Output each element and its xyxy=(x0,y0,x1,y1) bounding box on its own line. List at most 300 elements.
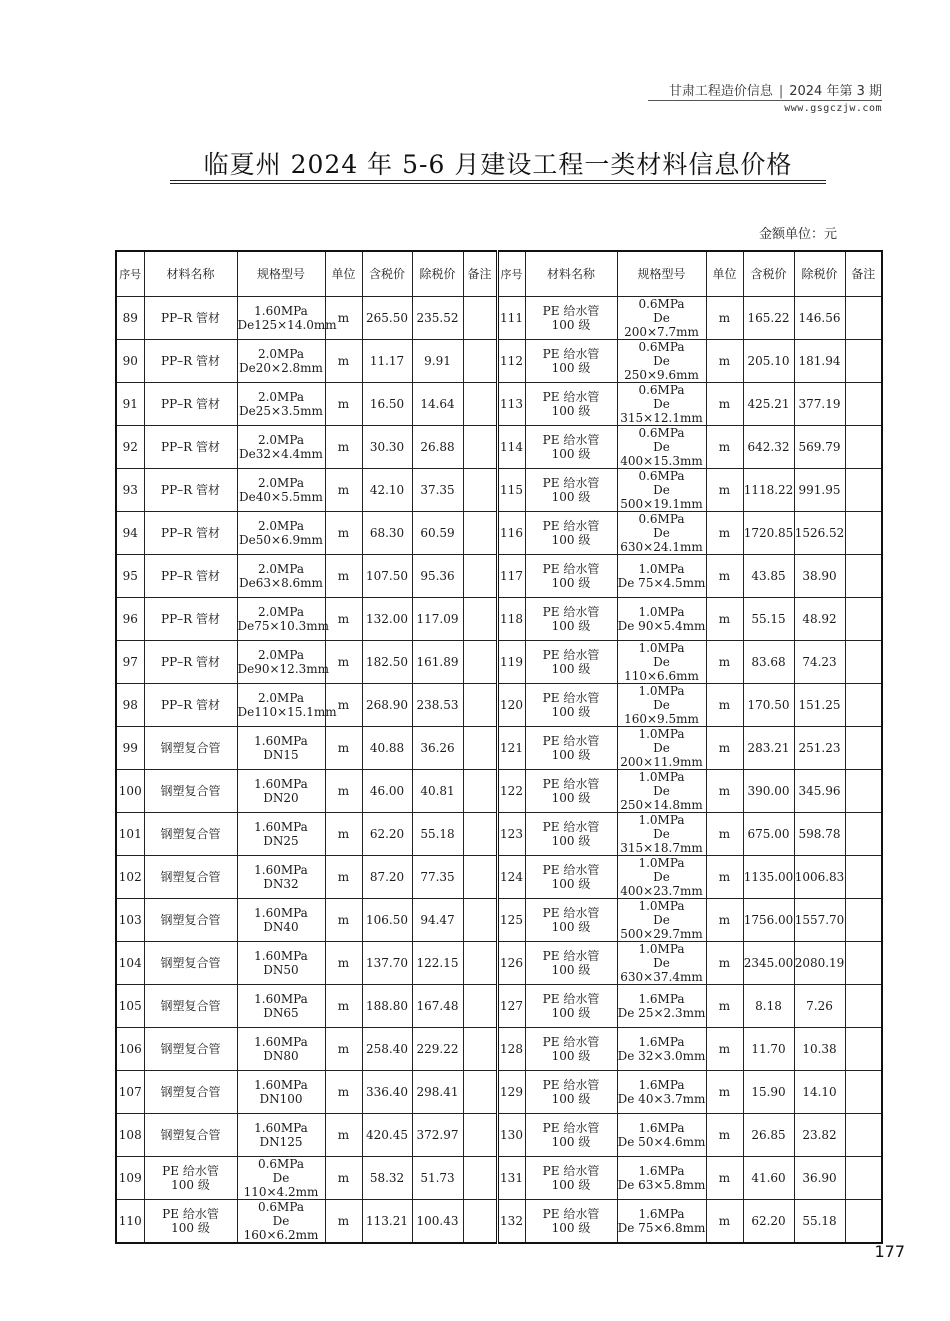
remark-cell-right xyxy=(845,727,882,770)
seq-number: 107 xyxy=(118,1085,142,1099)
unit-cell-left xyxy=(325,1157,362,1200)
spec-dimension: De 25×2.3mm xyxy=(617,1006,706,1020)
price-without-tax-cell-right xyxy=(794,727,845,770)
unit-cell-right xyxy=(706,684,743,727)
unit-cell-left xyxy=(325,899,362,942)
column-header-remark-right: 备注 xyxy=(845,251,882,297)
unit-value: m xyxy=(718,1214,731,1228)
seq-number: 124 xyxy=(500,870,523,884)
remark-cell-left xyxy=(463,598,497,641)
price-with-tax: 1135.00 xyxy=(743,870,794,884)
material-name-cell-left xyxy=(144,684,237,727)
material-name: PE 给水管 xyxy=(542,1121,600,1135)
spec-dimension: De32×4.4mm xyxy=(239,447,323,461)
material-grade: 100 级 xyxy=(551,877,591,891)
column-header-price-without-tax-left: 除税价 xyxy=(412,251,463,297)
material-name: 钢塑复合管 xyxy=(160,999,221,1013)
price-without-tax: 40.81 xyxy=(420,784,455,798)
remark-cell-left xyxy=(463,512,497,555)
remark-cell-right xyxy=(845,813,882,856)
table-row xyxy=(116,1200,882,1244)
remark-cell-left xyxy=(463,727,497,770)
material-name-cell-left xyxy=(144,942,237,985)
unit-value: m xyxy=(337,999,350,1013)
table-row xyxy=(116,512,882,555)
spec-dimension: De 250×14.8mm xyxy=(620,784,703,812)
spec-pressure: 0.6MPa xyxy=(638,383,685,397)
price-with-tax-cell-left xyxy=(362,340,412,383)
price-with-tax-cell-right xyxy=(743,770,794,813)
table-row xyxy=(116,1071,882,1114)
price-without-tax: 26.88 xyxy=(420,440,455,454)
material-name: PE 给水管 xyxy=(542,562,600,576)
unit-cell-right xyxy=(706,856,743,899)
spec-dimension: De20×2.8mm xyxy=(239,361,323,375)
unit-cell-left xyxy=(325,856,362,899)
material-name-cell-right xyxy=(525,555,617,598)
unit-value: m xyxy=(718,440,731,454)
remark-cell-left xyxy=(463,770,497,813)
price-without-tax: 95.36 xyxy=(420,569,455,583)
price-without-tax-cell-left xyxy=(412,899,463,942)
price-without-tax-cell-left xyxy=(412,426,463,469)
unit-value: m xyxy=(337,1128,350,1142)
seq-number: 106 xyxy=(118,1042,142,1056)
seq-cell-left xyxy=(116,727,144,770)
price-without-tax: 38.90 xyxy=(802,569,837,583)
material-name-cell-right xyxy=(525,1114,617,1157)
price-with-tax: 188.80 xyxy=(366,999,408,1013)
unit-cell-right xyxy=(706,469,743,512)
seq-cell-right xyxy=(497,1114,525,1157)
price-with-tax: 1118.22 xyxy=(743,483,794,497)
unit-cell-left xyxy=(325,770,362,813)
spec-dimension: De 200×11.9mm xyxy=(620,741,703,769)
price-without-tax-cell-right xyxy=(794,813,845,856)
spec-pressure: 1.6MPa xyxy=(638,1164,685,1178)
material-name: 钢塑复合管 xyxy=(160,870,221,884)
seq-cell-left xyxy=(116,684,144,727)
price-without-tax: 55.18 xyxy=(802,1214,837,1228)
material-name: PE 给水管 xyxy=(542,906,600,920)
spec-dimension: De 400×23.7mm xyxy=(620,870,703,898)
price-with-tax: 87.20 xyxy=(369,870,405,884)
unit-cell-right xyxy=(706,899,743,942)
seq-number: 102 xyxy=(118,870,142,884)
material-name-cell-left xyxy=(144,426,237,469)
price-without-tax-cell-right xyxy=(794,340,845,383)
price-without-tax-cell-left xyxy=(412,512,463,555)
table-row xyxy=(116,856,882,899)
seq-number: 111 xyxy=(500,311,523,325)
remark-cell-right xyxy=(845,942,882,985)
spec-cell-right xyxy=(617,1114,706,1157)
spec-cell-right xyxy=(617,770,706,813)
material-name: PE 给水管 xyxy=(542,1207,600,1221)
price-without-tax: 14.64 xyxy=(420,397,455,411)
price-without-tax: 77.35 xyxy=(420,870,455,884)
price-without-tax-cell-right xyxy=(794,899,845,942)
material-name: PE 给水管 xyxy=(542,390,600,404)
spec-pressure: 1.0MPa xyxy=(638,562,685,576)
price-with-tax-cell-left xyxy=(362,555,412,598)
spec-cell-right xyxy=(617,512,706,555)
unit-value: m xyxy=(718,999,731,1013)
unit-cell-right xyxy=(706,426,743,469)
material-name: PP–R 管材 xyxy=(161,354,220,368)
remark-cell-left xyxy=(463,1028,497,1071)
table-row xyxy=(116,684,882,727)
spec-cell-right xyxy=(617,684,706,727)
price-with-tax: 11.17 xyxy=(369,354,405,368)
spec-cell-left xyxy=(237,598,330,641)
spec-cell-right xyxy=(617,1071,706,1114)
spec-cell-left xyxy=(237,727,325,770)
price-with-tax: 258.40 xyxy=(366,1042,408,1056)
seq-number: 95 xyxy=(122,569,138,583)
material-name-cell-right xyxy=(525,426,617,469)
unit-value: m xyxy=(718,1171,731,1185)
price-without-tax: 100.43 xyxy=(416,1214,459,1228)
column-header-seq-left: 序号 xyxy=(116,251,144,297)
price-without-tax: 14.10 xyxy=(802,1085,837,1099)
seq-number: 121 xyxy=(500,741,523,755)
seq-number: 116 xyxy=(500,526,523,540)
price-with-tax-cell-right xyxy=(743,1200,794,1244)
unit-value: m xyxy=(718,354,731,368)
unit-value: m xyxy=(337,1214,350,1228)
remark-cell-left xyxy=(463,856,497,899)
material-name: PE 给水管 xyxy=(542,863,600,877)
price-with-tax-cell-right xyxy=(743,469,794,512)
spec-pressure: 2.0MPa xyxy=(257,691,305,705)
remark-cell-right xyxy=(845,555,882,598)
unit-value: m xyxy=(337,440,350,454)
spec-pressure: 2.0MPa xyxy=(257,347,305,361)
price-with-tax-cell-left xyxy=(362,598,412,641)
table-row xyxy=(116,1114,882,1157)
material-grade: 100 级 xyxy=(551,533,591,547)
unit-cell-left xyxy=(325,340,362,383)
price-with-tax: 106.50 xyxy=(366,913,408,927)
price-without-tax-cell-left xyxy=(412,942,463,985)
spec-pressure: 1.6MPa xyxy=(638,992,685,1006)
price-without-tax: 1006.83 xyxy=(794,870,845,884)
spec-dimension: De 110×4.2mm xyxy=(243,1171,319,1199)
price-with-tax-cell-left xyxy=(362,469,412,512)
price-with-tax-cell-left xyxy=(362,727,412,770)
spec-pressure: 1.6MPa xyxy=(638,1035,685,1049)
table-row xyxy=(116,1028,882,1071)
spec-pressure: 1.60MPa DN65 xyxy=(254,992,308,1020)
spec-cell-left xyxy=(237,856,325,899)
material-name-cell-left xyxy=(144,985,237,1028)
seq-number: 113 xyxy=(500,397,523,411)
price-with-tax-cell-right xyxy=(743,899,794,942)
price-without-tax-cell-right xyxy=(794,555,845,598)
unit-value: m xyxy=(337,483,350,497)
spec-cell-left xyxy=(237,899,325,942)
seq-number: 123 xyxy=(500,827,523,841)
price-without-tax: 7.26 xyxy=(806,999,833,1013)
remark-cell-left xyxy=(463,942,497,985)
material-name: PE 给水管 xyxy=(542,949,600,963)
seq-number: 89 xyxy=(122,311,138,325)
price-without-tax-cell-left xyxy=(412,598,463,641)
price-without-tax-cell-right xyxy=(794,1200,845,1244)
material-name-cell-right xyxy=(525,1157,617,1200)
material-name: PE 给水管 xyxy=(542,1035,600,1049)
price-with-tax: 40.88 xyxy=(369,741,405,755)
seq-cell-left xyxy=(116,383,144,426)
unit-cell-right xyxy=(706,1028,743,1071)
price-with-tax: 1756.00 xyxy=(743,913,794,927)
price-with-tax: 16.50 xyxy=(369,397,405,411)
price-without-tax: 167.48 xyxy=(416,999,459,1013)
price-with-tax-cell-right xyxy=(743,1114,794,1157)
material-name-cell-left xyxy=(144,641,237,684)
remark-cell-left xyxy=(463,1200,497,1244)
seq-number: 119 xyxy=(500,655,523,669)
seq-cell-right xyxy=(497,469,525,512)
spec-cell-right xyxy=(617,383,706,426)
remark-cell-right xyxy=(845,1071,882,1114)
spec-cell-right xyxy=(617,426,706,469)
unit-value: m xyxy=(718,1042,731,1056)
seq-cell-left xyxy=(116,1028,144,1071)
unit-cell-right xyxy=(706,512,743,555)
unit-value: m xyxy=(718,311,731,325)
remark-cell-left xyxy=(463,1157,497,1200)
spec-cell-left xyxy=(237,1028,325,1071)
price-with-tax: 2345.00 xyxy=(743,956,794,970)
table-row xyxy=(116,383,882,426)
seq-number: 97 xyxy=(122,655,138,669)
material-name-cell-left xyxy=(144,383,237,426)
material-name: PE 给水管 xyxy=(542,1164,600,1178)
material-name-cell-right xyxy=(525,1071,617,1114)
material-name-cell-left xyxy=(144,297,237,340)
price-without-tax: 372.97 xyxy=(416,1128,459,1142)
unit-cell-left xyxy=(325,598,362,641)
seq-number: 118 xyxy=(500,612,523,626)
price-without-tax-cell-right xyxy=(794,1157,845,1200)
material-name-cell-right xyxy=(525,813,617,856)
spec-pressure: 2.0MPa xyxy=(257,519,305,533)
price-without-tax-cell-left xyxy=(412,1200,463,1244)
material-name-cell-left xyxy=(144,469,237,512)
price-without-tax: 161.89 xyxy=(416,655,459,669)
title-underline xyxy=(170,180,826,181)
unit-cell-right xyxy=(706,770,743,813)
spec-cell-left xyxy=(237,512,325,555)
table-header-row xyxy=(116,251,882,297)
price-without-tax-cell-right xyxy=(794,856,845,899)
price-with-tax-cell-right xyxy=(743,641,794,684)
remark-cell-right xyxy=(845,856,882,899)
unit-cell-right xyxy=(706,1157,743,1200)
price-without-tax-cell-right xyxy=(794,598,845,641)
price-with-tax-cell-right xyxy=(743,555,794,598)
spec-pressure: 0.6MPa xyxy=(638,469,685,483)
material-name: PE 给水管 xyxy=(542,691,600,705)
material-grade: 100 级 xyxy=(551,1178,591,1192)
spec-pressure: 1.60MPa xyxy=(254,304,308,318)
unit-value: m xyxy=(337,655,350,669)
seq-cell-right xyxy=(497,856,525,899)
seq-number: 94 xyxy=(122,526,138,540)
price-without-tax: 48.92 xyxy=(802,612,837,626)
remark-cell-left xyxy=(463,297,497,340)
material-grade: 100 级 xyxy=(171,1178,210,1192)
spec-pressure: 1.0MPa xyxy=(638,605,685,619)
spec-dimension: De110×15.1mm xyxy=(237,705,337,719)
unit-value: m xyxy=(337,784,350,798)
spec-dimension: De63×8.6mm xyxy=(239,576,323,590)
unit-cell-right xyxy=(706,1114,743,1157)
remark-cell-left xyxy=(463,555,497,598)
spec-pressure: 2.0MPa xyxy=(257,562,305,576)
seq-cell-left xyxy=(116,469,144,512)
seq-cell-left xyxy=(116,1157,144,1200)
unit-value: m xyxy=(718,784,731,798)
unit-value: m xyxy=(337,1085,350,1099)
price-with-tax: 165.22 xyxy=(747,311,790,325)
price-with-tax: 8.18 xyxy=(755,999,782,1013)
price-without-tax: 9.91 xyxy=(424,354,451,368)
spec-dimension: De 315×18.7mm xyxy=(620,827,703,855)
price-with-tax-cell-right xyxy=(743,813,794,856)
seq-cell-right xyxy=(497,813,525,856)
material-name-cell-left xyxy=(144,340,237,383)
seq-cell-right xyxy=(497,1157,525,1200)
price-with-tax-cell-left xyxy=(362,942,412,985)
spec-dimension: De 50×4.6mm xyxy=(617,1135,706,1149)
price-without-tax: 37.35 xyxy=(420,483,455,497)
seq-number: 112 xyxy=(500,354,523,368)
remark-cell-right xyxy=(845,340,882,383)
material-name-cell-left xyxy=(144,1028,237,1071)
material-name-cell-left xyxy=(144,555,237,598)
price-with-tax: 268.90 xyxy=(366,698,408,712)
material-name-cell-left xyxy=(144,1071,237,1114)
remark-cell-left xyxy=(463,1114,497,1157)
price-with-tax-cell-right xyxy=(743,1157,794,1200)
unit-value: m xyxy=(337,354,350,368)
price-without-tax-cell-right xyxy=(794,297,845,340)
spec-cell-right xyxy=(617,1028,706,1071)
price-with-tax-cell-right xyxy=(743,942,794,985)
spec-dimension: De 630×37.4mm xyxy=(620,956,703,984)
unit-cell-left xyxy=(325,512,362,555)
remark-cell-left xyxy=(463,899,497,942)
unit-value: m xyxy=(718,913,731,927)
column-header-material-name-left: 材料名称 xyxy=(144,251,237,297)
material-name: PE 给水管 xyxy=(542,1078,600,1092)
price-with-tax-cell-left xyxy=(362,684,412,727)
spec-pressure: 1.60MPa DN50 xyxy=(254,949,308,977)
material-name: PE 给水管 xyxy=(542,433,600,447)
material-name: 钢塑复合管 xyxy=(160,1128,221,1142)
remark-cell-left xyxy=(463,340,497,383)
spec-pressure: 1.6MPa xyxy=(638,1207,685,1221)
material-name-cell-right xyxy=(525,985,617,1028)
column-header-spec-right: 规格型号 xyxy=(617,251,706,297)
price-table xyxy=(115,250,883,1244)
seq-cell-right xyxy=(497,684,525,727)
seq-cell-right xyxy=(497,727,525,770)
unit-value: m xyxy=(337,526,350,540)
seq-cell-left xyxy=(116,770,144,813)
spec-dimension: De 160×9.5mm xyxy=(624,698,699,726)
seq-cell-left xyxy=(116,899,144,942)
seq-number: 103 xyxy=(118,913,142,927)
unit-value: m xyxy=(718,956,731,970)
material-name-cell-right xyxy=(525,469,617,512)
spec-pressure: 1.0MPa xyxy=(638,641,685,655)
unit-cell-left xyxy=(325,813,362,856)
spec-pressure: 2.0MPa xyxy=(257,605,305,619)
spec-cell-left xyxy=(237,770,325,813)
price-without-tax-cell-left xyxy=(412,469,463,512)
material-grade: 100 级 xyxy=(551,748,591,762)
unit-cell-right xyxy=(706,985,743,1028)
price-without-tax-cell-left xyxy=(412,555,463,598)
spec-cell-right xyxy=(617,727,706,770)
spec-dimension: De 250×9.6mm xyxy=(624,354,699,382)
unit-cell-right xyxy=(706,383,743,426)
seq-cell-right xyxy=(497,770,525,813)
material-name-cell-left xyxy=(144,813,237,856)
price-without-tax: 151.25 xyxy=(798,698,841,712)
seq-number: 131 xyxy=(500,1171,523,1185)
material-name: PP–R 管材 xyxy=(161,698,220,712)
unit-cell-left xyxy=(325,641,362,684)
price-with-tax-cell-right xyxy=(743,727,794,770)
table-row xyxy=(116,1157,882,1200)
unit-value: m xyxy=(718,1128,731,1142)
material-name: PE 给水管 xyxy=(542,476,600,490)
material-grade: 100 级 xyxy=(551,834,591,848)
table-row xyxy=(116,340,882,383)
unit-cell-right xyxy=(706,297,743,340)
seq-number: 126 xyxy=(500,956,523,970)
material-grade: 100 级 xyxy=(551,619,591,633)
price-with-tax-cell-right xyxy=(743,856,794,899)
unit-value: m xyxy=(718,612,731,626)
material-grade: 100 级 xyxy=(551,791,591,805)
material-name-cell-right xyxy=(525,770,617,813)
seq-number: 128 xyxy=(500,1042,523,1056)
spec-pressure: 1.0MPa xyxy=(638,727,685,741)
price-with-tax: 107.50 xyxy=(366,569,408,583)
seq-number: 125 xyxy=(500,913,523,927)
spec-cell-left xyxy=(237,383,325,426)
spec-pressure: 1.60MPa DN15 xyxy=(254,734,308,762)
price-with-tax: 43.85 xyxy=(751,569,786,583)
column-header-material-name-right: 材料名称 xyxy=(525,251,617,297)
price-with-tax: 642.32 xyxy=(747,440,790,454)
remark-cell-right xyxy=(845,297,882,340)
spec-pressure: 1.60MPa DN32 xyxy=(254,863,308,891)
page-number: 177 xyxy=(874,1242,905,1261)
remark-cell-right xyxy=(845,1200,882,1244)
price-without-tax: 298.41 xyxy=(416,1085,459,1099)
spec-cell-left xyxy=(237,297,337,340)
material-grade: 100 级 xyxy=(551,963,591,977)
spec-dimension: De90×12.3mm xyxy=(237,662,330,676)
spec-dimension: De125×14.0mm xyxy=(237,318,337,332)
